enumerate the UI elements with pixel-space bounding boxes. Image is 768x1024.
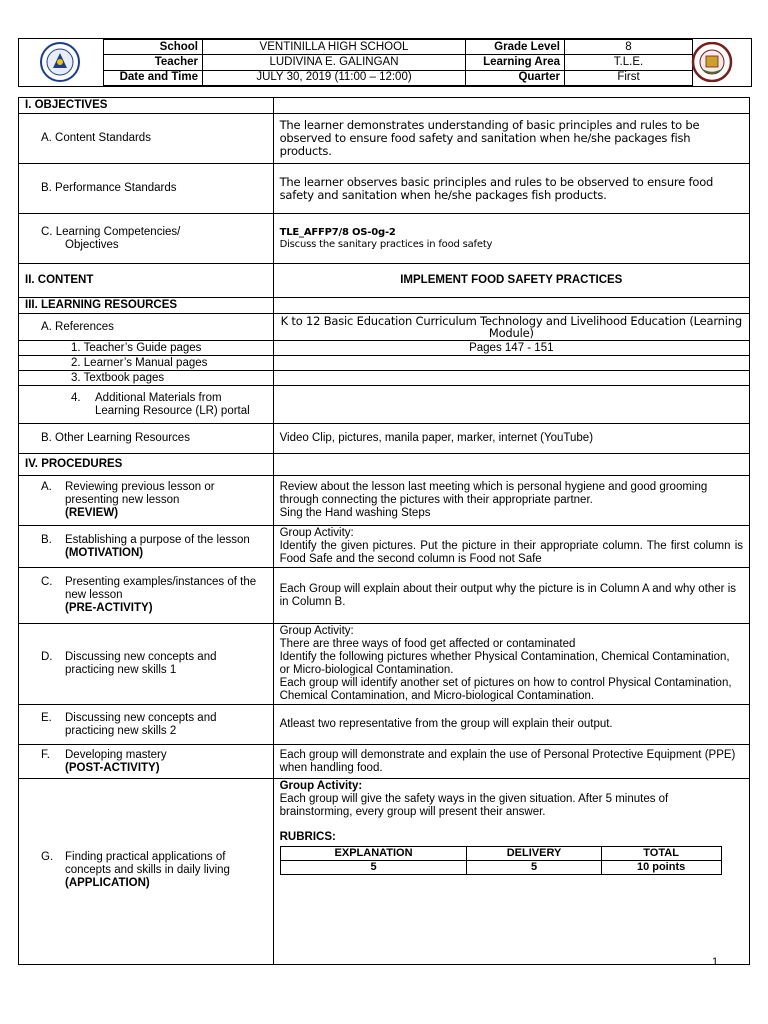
procedure-b-text	[273, 526, 749, 568]
content-title: IMPLEMENT FOOD SAFETY PRACTICES	[273, 264, 749, 298]
procedure-g-key: G.	[41, 851, 54, 863]
procedure-e-title: Discussing new concepts and practicing new skills 2	[65, 711, 217, 737]
procedure-b-text-1: Group Activity:	[279, 527, 354, 539]
rubrics-value-total: 10 points	[601, 861, 721, 875]
rubrics-value-delivery: 5	[467, 861, 601, 875]
procedure-b-tag: (MOTIVATION)	[65, 546, 144, 559]
references-text: K to 12 Basic Education Curriculum Technology and Livelihood Education (Learning Module)	[273, 314, 749, 341]
procedure-d-title: Discussing new concepts and practicing new skills 1	[65, 651, 217, 676]
procedure-g-text-1: Group Activity:	[279, 780, 363, 792]
procedure-g-text-2: Each group will give the safety ways in the given situation. After 5 minutes of brainstorming, every group will present their answer.	[279, 793, 669, 818]
other-resources-label: B. Other Learning Resources	[19, 424, 274, 454]
teacher-value: LUDIVINA E. GALINGAN	[203, 55, 466, 70]
additional-materials-label	[19, 386, 274, 424]
header-box	[18, 38, 752, 87]
performance-standards-label: B. Performance Standards	[19, 164, 274, 214]
content-standards-label: A. Content Standards	[19, 114, 274, 164]
procedure-a-label	[19, 476, 274, 526]
school-value: VENTINILLA HIGH SCHOOL	[203, 40, 466, 55]
content-heading: II. CONTENT	[19, 264, 274, 298]
learning-area-label: Learning Area	[466, 55, 565, 70]
competencies-label-line2: Objectives	[65, 238, 119, 251]
page-number: 1	[712, 956, 719, 968]
procedure-e-label	[19, 705, 274, 745]
rubrics-header-delivery: DELIVERY	[467, 847, 601, 861]
procedure-c-tag: (PRE-ACTIVITY)	[65, 602, 153, 614]
procedure-a-text	[273, 476, 749, 526]
procedure-g-title: Finding practical applications of concepts and skills in daily living	[65, 851, 230, 876]
procedure-a-tag: (REVIEW)	[65, 507, 119, 519]
teachers-guide-label: 1. Teacher’s Guide pages	[19, 341, 274, 356]
lesson-plan-table	[18, 97, 750, 965]
references-label: A. References	[19, 314, 274, 341]
procedure-d-text-2: There are three ways of food get affected or contaminated	[279, 638, 576, 650]
procedure-e-text: Atleast two representative from the group will explain their output.	[273, 705, 749, 745]
procedure-d-text-3: Identify the following pictures whether Physical Contamination, Chemical Contamination, or Micro-biological Contamination.	[279, 651, 730, 676]
procedure-c-key: C.	[41, 576, 53, 588]
procedure-f-label	[19, 745, 274, 779]
rubrics-value-explanation: 5	[280, 861, 467, 875]
procedure-b-text-2: Identify the given pictures. Put the picture in their appropriate column. The first column is Food Safe and the second column is Food not Safe	[279, 540, 743, 565]
procedure-e-key: E.	[41, 711, 52, 724]
quarter-value: First	[565, 70, 693, 85]
deped-seal-icon	[27, 42, 93, 82]
content-standards-text: The learner demonstrates understanding of basic principles and rules to be observed to ensure food safety and sanitation when he/she packages fish products.	[273, 114, 749, 164]
competency-code: TLE_AFFP7/8 OS-0g-2	[279, 226, 396, 238]
procedure-a-text-1: Review about the lesson last meeting which is personal hygiene and good grooming through connecting the pictures with their appropriate partner.	[279, 481, 708, 506]
performance-standards-text: The learner observes basic principles and rules to be observed to ensure food safety and sanitation when he/she packages fish products.	[273, 164, 749, 214]
procedure-f-key: F.	[41, 748, 50, 761]
rubrics-header-total: TOTAL	[601, 847, 721, 861]
learning-competencies-text	[273, 214, 749, 264]
rubrics-header-explanation: EXPLANATION	[280, 847, 467, 861]
procedure-f-tag: (POST-ACTIVITY)	[65, 761, 160, 774]
date-time-value: JULY 30, 2019 (11:00 – 12:00)	[203, 70, 466, 85]
procedure-a-key: A.	[41, 481, 52, 493]
other-resources-text: Video Clip, pictures, manila paper, marker, internet (YouTube)	[273, 424, 749, 454]
procedure-g-text	[273, 779, 749, 965]
additional-materials-text: Additional Materials from Learning Resource (LR) portal	[95, 391, 250, 417]
procedure-g-tag: (APPLICATION)	[65, 877, 150, 889]
learning-resources-heading: III. LEARNING RESOURCES	[19, 298, 274, 314]
procedure-d-text	[273, 624, 749, 705]
teacher-label: Teacher	[104, 55, 203, 70]
procedure-a-text-2: Sing the Hand washing Steps	[279, 507, 431, 519]
learning-area-value: T.L.E.	[565, 55, 693, 70]
teachers-guide-pages: Pages 147 - 151	[273, 341, 749, 356]
procedure-d-label	[19, 624, 274, 705]
procedure-b-key: B.	[41, 533, 52, 546]
quarter-label: Quarter	[466, 70, 565, 85]
learning-competencies-label	[19, 214, 274, 264]
competency-description: Discuss the sanitary practices in food safety	[279, 238, 493, 250]
procedure-g-label	[19, 779, 274, 965]
learners-manual-label: 2. Learner’s Manual pages	[19, 356, 274, 371]
procedure-c-title: Presenting examples/instances of the new lesson	[65, 576, 257, 601]
grade-level-label: Grade Level	[466, 40, 565, 55]
procedure-b-label	[19, 526, 274, 568]
school-seal-icon	[679, 42, 745, 82]
procedure-c-text: Each Group will explain about their output why the picture is in Column A and why other is in Column B.	[273, 568, 749, 624]
procedures-heading: IV. PROCEDURES	[19, 454, 274, 476]
procedure-b-title: Establishing a purpose of the lesson	[65, 533, 250, 546]
procedure-c-label	[19, 568, 274, 624]
rubrics-title: RUBRICS:	[279, 831, 336, 843]
grade-level-value: 8	[565, 40, 693, 55]
school-label: School	[104, 40, 203, 55]
rubrics-table	[280, 846, 722, 875]
header-info-table	[103, 39, 693, 86]
procedure-d-key: D.	[41, 651, 53, 663]
date-time-label: Date and Time	[104, 70, 203, 85]
procedure-d-text-1: Group Activity:	[279, 625, 354, 637]
procedure-a-title: Reviewing previous lesson or presenting new lesson	[65, 481, 215, 506]
procedure-f-title: Developing mastery	[65, 748, 167, 761]
additional-materials-num: 4.	[71, 391, 81, 404]
textbook-label: 3. Textbook pages	[19, 371, 274, 386]
procedure-d-text-4: Each group will identify another set of pictures on how to control Physical Contamination, Chemical Contamination, and Micro-biological Contamination.	[279, 677, 732, 702]
objectives-heading: I. OBJECTIVES	[19, 98, 274, 114]
competencies-label-line1: C. Learning Competencies/	[41, 225, 181, 238]
procedure-f-text: Each group will demonstrate and explain the use of Personal Protective Equipment (PPE) when handling food.	[273, 745, 749, 779]
